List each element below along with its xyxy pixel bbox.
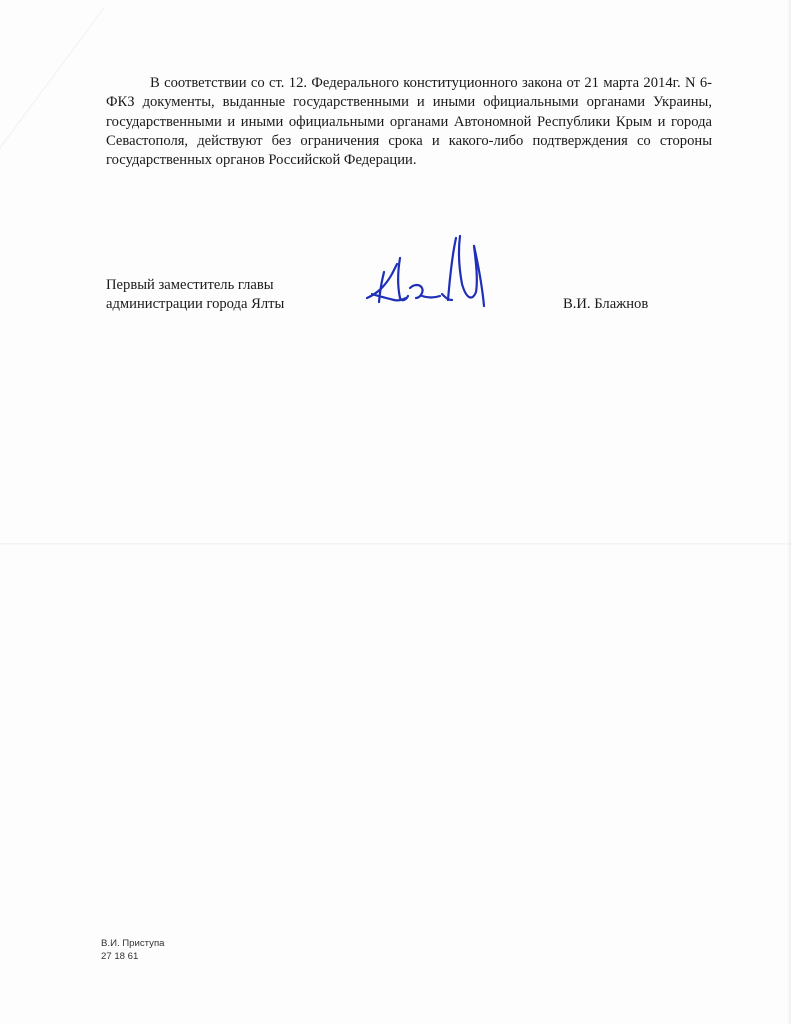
signer-name: В.И. Блажнов [563, 296, 649, 312]
signer-position-line-2: администрации города Ялты [106, 296, 285, 313]
executor-phone: 27 18 61 [101, 950, 139, 962]
executor-name: В.И. Приступа [101, 938, 165, 949]
signer-position-line-1: Первый заместитель главы [106, 277, 274, 293]
executor-block [101, 938, 165, 963]
letter-body-paragraph: В соответствии со ст. 12. Федерального конституционного закона от 21 марта 2014г. N 6-ФКЗ документы, выданные государственными и иными официальными органами Украины, государственными и иными официальными органами Автономной Республики Крым и города Севастополя, действуют без ограничения срока и какого-либо подтверждения со стороны государственных органов Российской Федерации. [106, 75, 712, 169]
signer-position [106, 276, 284, 315]
paper-fold-line [0, 543, 791, 545]
handwritten-signature [362, 228, 492, 316]
paper-edge-shadow [787, 0, 791, 1024]
